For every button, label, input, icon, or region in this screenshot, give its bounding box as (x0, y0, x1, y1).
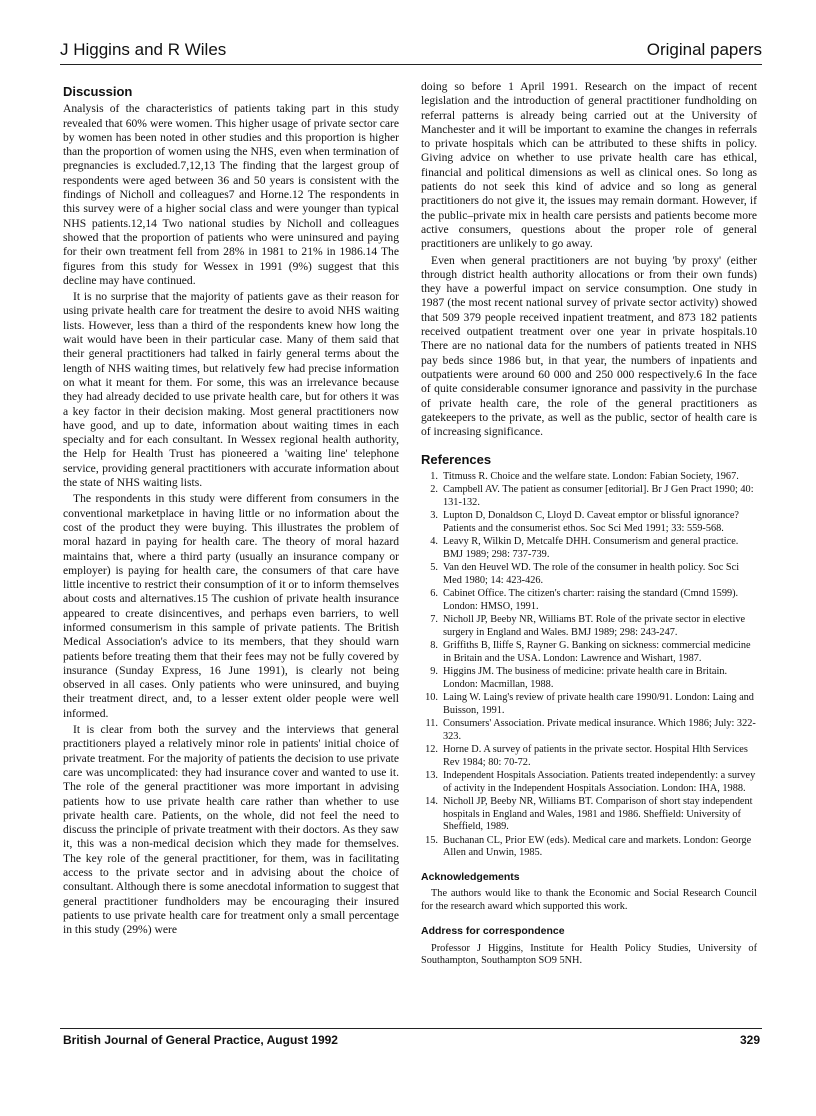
references-heading: References (421, 452, 492, 468)
reference-item: 12. Horne D. A survey of patients in the private sector. Hospital Hlth Services Rev 1984; 80: 70-72. (425, 744, 748, 768)
reference-item: 9. Higgins JM. The business of medicine: private health care in Britain. London: Macmillan, 1988. (430, 666, 728, 690)
reference-item: 8. Griffiths B, Iliffe S, Rayner G. Banking on sickness: commercial medicine in Britain and the USA. London: Lawrence and Wishart, 1987. (430, 640, 751, 664)
header-rule (60, 64, 762, 65)
reference-item: 10. Laing W. Laing's review of private health care 1990/91. London: Laing and Buisson, 1991. (425, 692, 754, 716)
footer-journal: British Journal of General Practice, August 1992 (63, 1033, 338, 1047)
right-column (421, 80, 757, 968)
reference-item: 11. Consumers' Association. Private medical insurance. Which 1986; July: 322-323. (425, 718, 756, 742)
discussion-paragraph: Even when general practitioners are not buying 'by proxy' (either through district health authority allocations or from their own funds) they have a powerful impact on service consumption. One study in 1987 (the most recent national survey of private sector activity) showed that 509 379 people received inpatient treatment, and 873 182 patients received outpatient treatment over one year in private hospitals.10 There are no national data for the numbers of patients treated in NHS pay beds since 1986 but, in that year, the numbers of inpatients and outpatients were around 60 000 and 250 000 respectively.6 In the face of quite considerable consumer ignorance and passivity in the purchase of private health care, the role of the general practitioners as gatekeepers to the private, as well as the public, sector of health care is of increasing significance. (421, 253, 757, 439)
discussion-paragraph: It is clear from both the survey and the interviews that general practitioners played a relatively minor role in patients' initial choice of private treatment. For the majority of patients the decision to use private care was uncomplicated: they had insurance cover and wanted to use it. The role of the general practitioner was more important in advising patients how to use private health care rather than whether to use private health care. Patients, on the whole, did not feel the need to discuss the principle of private treatment with their doctors. As they saw it, this was a non-medical decision which they made for themselves. The key role of the general practitioner, for them, was in facilitating access to the private sector and in advising about the choice of consultant. Although there is some anecdotal information to suggest that general practitioner fundholders may be encouraging their insured patients to use private health care for treatment only a small percentage in this study (29%) were (63, 723, 399, 937)
discussion-paragraph: Analysis of the characteristics of patients taking part in this study revealed that 60% were women. This higher usage of private sector care by women has been noted in other studies and this proportion is higher than the proportion of women using the NHS, even when termination of pregnancies is excluded.7,12,13 The finding that the largest group of respondents were aged between 36 and 50 years is consistent with the findings of Nicholl and colleagues7 and Horne.12 The respondents in this survey were of a higher social class and were younger than typical NHS patients.12,14 Two national studies by Nicholl and colleagues showed that the proportion of patients who were uninsured and paying for their own treatment fell from 28% in 1981 to 21% in 1986.14 The figures from this study for Wessex in 1991 (9%) suggest that this decline may have continued. (63, 102, 399, 287)
reference-item: 5. Van den Heuvel WD. The role of the consumer in health policy. Soc Sci Med 1980; 14: 423-426. (430, 562, 740, 586)
reference-item: 4. Leavy R, Wilkin D, Metcalfe DHH. Consumerism and general practice. BMJ 1989; 298: 737-739. (430, 536, 739, 560)
reference-list (421, 471, 757, 859)
reference-item: 3. Lupton D, Donaldson C, Lloyd D. Caveat emptor or blissful ignorance? Patients and the consumerist ethos. Soc Sci Med 1991; 33: 559-568. (430, 510, 739, 534)
acknowledgements-text: The authors would like to thank the Economic and Social Research Council for the research award which supported this work. (421, 888, 757, 912)
correspondence-heading: Address for correspondence (421, 925, 565, 938)
running-footer (63, 1033, 760, 1047)
header-section: Original papers (646, 40, 762, 59)
acknowledgements-heading: Acknowledgements (421, 871, 520, 884)
reference-item: 14. Nicholl JP, Beeby NR, Williams BT. Comparison of short stay independent hospitals in England and Wales, 1981 and 1986. Sheffield: University of Sheffield, 1989. (425, 796, 753, 832)
header-authors: J Higgins and R Wiles (60, 40, 227, 59)
page-number: 329 (739, 1033, 760, 1047)
discussion-paragraph: The respondents in this study were different from consumers in the conventional marketplace in having little or no information about the cost of the product they were buying. This illustrates the problem of moral hazard in paying for health care. The theory of moral hazard maintains that, where a third party (usually an insurance company or employer) is paying for health care, the consumers of that care have little incentive to restrict their consumption of it or to inform themselves about costs and alternatives.15 The cushion of private health insurance appeared to create disincentives, and perhaps even barriers, to well informed consumerism in this sample of private patients. The British Medical Association's advice to its members, that they should warn patients before treating them that their fees may not be fully covered by insurance (Sunday Express, 16 June 1991), is clearly not being observed in all cases. Only patients who were uninsured, and buying their treatment direct, and, to a lesser extent older people were well informed. (63, 492, 399, 720)
left-column (63, 80, 399, 938)
reference-item: 7. Nicholl JP, Beeby NR, Williams BT. Role of the private sector in elective surgery in England and Wales. BMJ 1989; 298: 243-247. (430, 614, 746, 638)
footer-rule (60, 1028, 762, 1029)
discussion-paragraph: doing so before 1 April 1991. Research on the impact of recent legislation and the introduction of general practitioner fundholding on referral patterns is already being carried out at the University of Manchester and it will be important to examine the changes in referrals to private hospitals which can be attributed to these shifts in policy. Giving advice on whether to use private health care has ethical, financial and political dimensions as well as clinical ones. So long as patients do not seek this kind of advice and so long as general practitioners do not give it, the issues may remain dormant. However, if the public–private mix in health care persists and patients become more active consumers, questions about the proper role of general practitioners are unlikely to go away. (421, 80, 757, 251)
correspondence-text: Professor J Higgins, Institute for Health Policy Studies, University of Southampton, Southampton SO9 5NH. (421, 942, 757, 967)
running-header (60, 36, 762, 60)
reference-item: 2. Campbell AV. The patient as consumer [editorial]. Br J Gen Pract 1990; 40: 131-132. (430, 484, 754, 508)
reference-item: 1. Titmuss R. Choice and the welfare state. London: Fabian Society, 1967. (430, 470, 739, 482)
reference-item: 13. Independent Hospitals Association. Patients treated independently: a survey of activity in the Independent Hospitals Association. London: IHA, 1988. (425, 770, 756, 794)
discussion-paragraph: It is no surprise that the majority of patients gave as their reason for using private health care for treatment the desire to avoid NHS waiting lists. However, less than a third of the respondents knew how long the wait would have been in their particular case. Many of them said that their general practitioners had talked in fairly general terms about the length of NHS waiting times, but relatively few had precise information on what it meant for them. For some, this was an irrelevance because they had already decided to use private health care, but for others it was a key factor in their decision making. Most general practitioners now have good, and up to date, information about waiting times in each specialty and for each consultant. In Wessex regional health authority, the Help for Health Trust has pioneered a 'waiting line' telephone service, providing general practitioners with accurate information about the state of NHS waiting lists. (63, 290, 399, 490)
reference-item: 6. Cabinet Office. The citizen's charter: raising the standard (Cmnd 1599). London: HMSO, 1991. (430, 588, 739, 612)
reference-item: 15. Buchanan CL, Prior EW (eds). Medical care and markets. London: George Allen and Unwin, 1985. (425, 834, 752, 858)
discussion-heading: Discussion (63, 84, 133, 99)
